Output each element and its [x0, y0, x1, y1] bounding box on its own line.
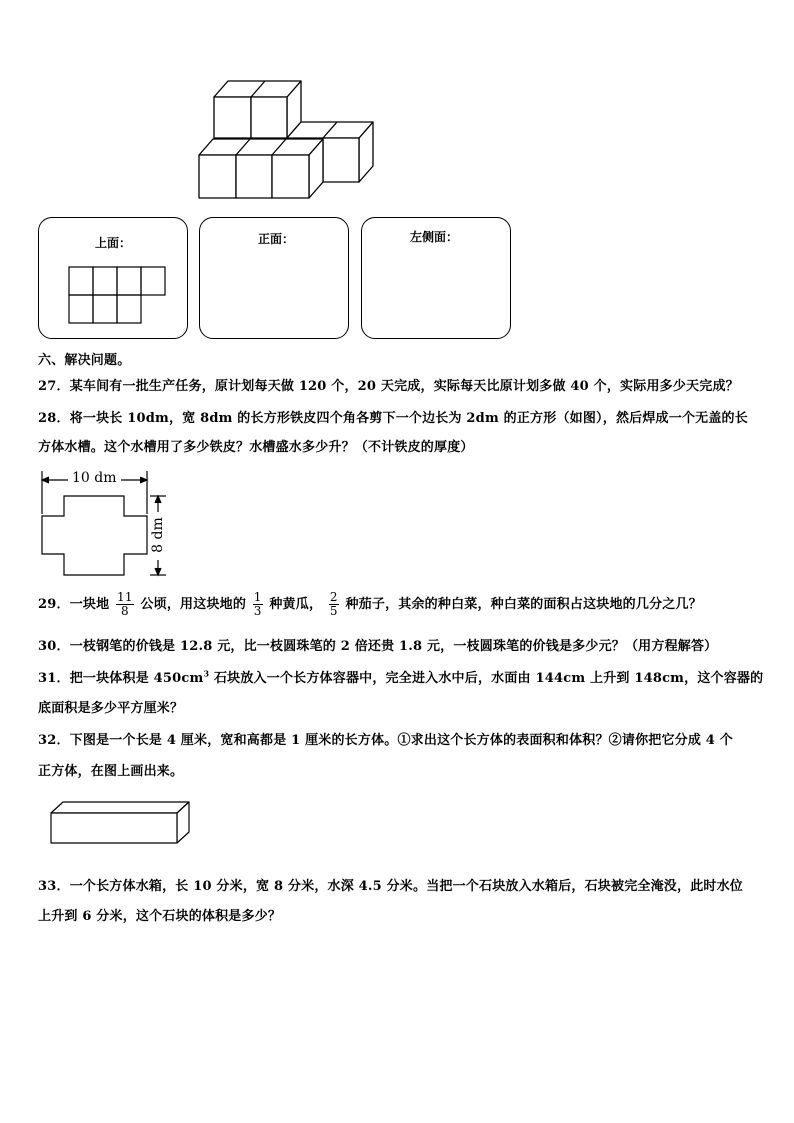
question-32-line2: 正方体，在图上画出来。: [38, 764, 184, 779]
front-view-label: 正面：: [258, 232, 295, 246]
length-label: 10 dm: [72, 470, 117, 486]
section-title: 六、解决问题。: [38, 353, 131, 368]
question-33-line1: 33．一个长方体水箱，长 10 分米，宽 8 分米，水深 4.5 分米。当把一个石块放入水箱后，石块被完全淹没，此时水位: [38, 879, 743, 894]
top-view-label: 上面：: [95, 236, 132, 250]
question-28-line1: 28．将一块长 10dm，宽 8dm 的长方形铁皮四个角各剪下一个边长为 2dm 的正方形（如图），然后焊成一个无盖的长: [38, 411, 748, 426]
width-label: 8 dm: [150, 517, 166, 553]
question-33-line2: 上升到 6 分米，这个石块的体积是多少？: [38, 909, 282, 924]
fraction-1-3: $\frac{1}{3}$: [253, 590, 262, 618]
question-28-line2: 方体水槽。这个水槽用了多少铁皮？水槽盛水多少升？（不计铁皮的厚度）: [38, 440, 474, 455]
question-27: 27．某车间有一批生产任务，原计划每天做 120 个，20 天完成，实际每天比原计划多做 40 个，实际用多少天完成？: [38, 379, 739, 394]
question-31-line2: 底面积是多少平方厘米？: [38, 701, 184, 716]
question-30: 30．一枝钢笔的价钱是 12.8 元，比一枝圆珠笔的 2 倍还贵 1.8 元，一枝圆珠笔的价钱是多少元？（用方程解答）: [38, 639, 718, 654]
left-view-label: 左侧面：: [410, 230, 459, 244]
question-31-line1: 31．把一块体积是 $450cm^3$ 石块放入一个长方体容器中，完全进入水中后，水面由 144cm 上升到 148cm，这个容器的: [38, 668, 764, 686]
fraction-2-5: $\frac{2}{5}$: [329, 590, 338, 618]
question-29: 29．一块地 $\frac{11}{8}$ 公顷，用这块地的 $\frac{1}{3}$ 种黄瓜， $\frac{2}{5}$ 种茄子，其余的种白菜，种白菜的面积占这块地的几分之几？: [38, 590, 702, 618]
fraction-11-8: $\frac{11}{8}$: [117, 590, 133, 618]
question-32-line1: 32．下图是一个长是 4 厘米，宽和高都是 1 厘米的长方体。①求出这个长方体的表面积和体积？②请你把它分成 4 个: [38, 733, 733, 748]
